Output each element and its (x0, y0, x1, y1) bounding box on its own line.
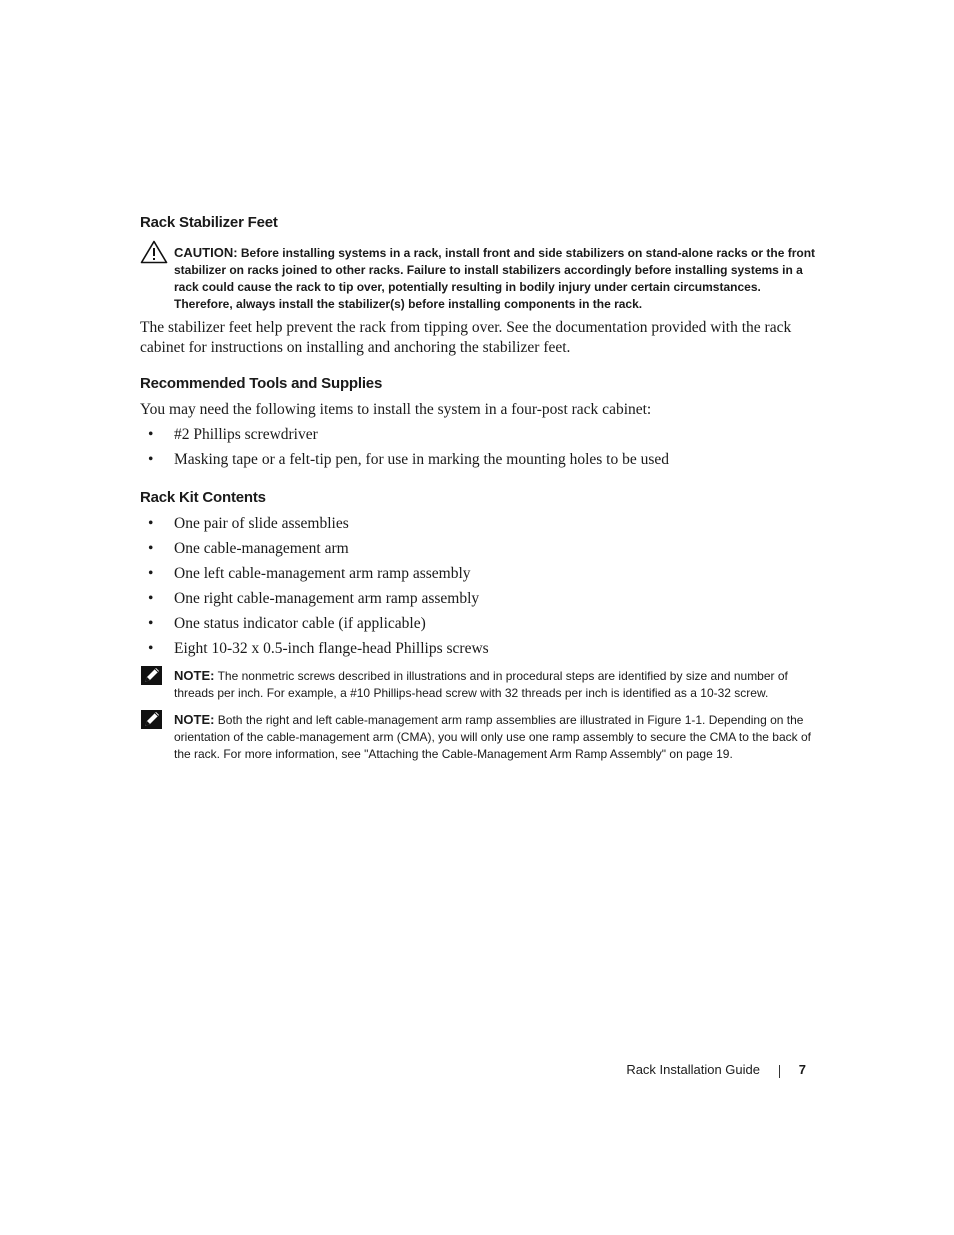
list-item: • One left cable-management arm ramp assembly (148, 565, 471, 582)
footer-separator (779, 1065, 780, 1078)
warning-triangle-icon (140, 240, 168, 269)
list-item: • One status indicator cable (if applicable) (148, 615, 426, 632)
note-text: The nonmetric screws described in illustrations and in procedural steps are identified by size and number of threads per inch. For example, a #10 Phillips-head screw with 32 threads per inch is identified as a 10-32 screw. (174, 669, 788, 700)
caution-label: CAUTION: (174, 245, 238, 260)
kit-contents-list (140, 514, 820, 664)
note-text-block (174, 711, 820, 763)
heading-rack-stabilizer-feet: Rack Stabilizer Feet (140, 214, 278, 231)
heading-recommended-tools: Recommended Tools and Supplies (140, 375, 383, 392)
bullet: • (148, 515, 154, 532)
footer-document-title: Rack Installation Guide (626, 1062, 760, 1077)
page-number: 7 (798, 1062, 806, 1077)
bullet: • (148, 640, 154, 657)
tools-list (140, 425, 820, 475)
stabilizer-paragraph: The stabilizer feet help prevent the rack from tipping over. See the documentation provided with the rack cabinet for instructions on installing and anchoring the stabilizer feet. (140, 319, 792, 356)
list-item: • One pair of slide assemblies (148, 515, 349, 532)
bullet: • (148, 590, 154, 607)
bullet: • (148, 565, 154, 582)
list-item: • Eight 10-32 x 0.5-inch flange-head Phillips screws (148, 640, 489, 657)
tools-intro: You may need the following items to install the system in a four-post rack cabinet: (140, 401, 652, 418)
pencil-note-icon (140, 709, 164, 736)
list-item: • One cable-management arm (148, 540, 349, 557)
caution-text: Before installing systems in a rack, install front and side stabilizers on stand-alone racks or the front stabilizer on racks joined to other racks. Failure to install stabilizers accordingly before installing systems in a rack could cause the rack to tip over, potentially resulting in bodily injury under certain circumstances. Therefore, always install the stabilizer(s) before installing components in the rack. (174, 246, 816, 311)
heading-rack-kit-contents: Rack Kit Contents (140, 489, 266, 506)
page-footer (560, 1062, 810, 1080)
bullet: • (148, 615, 154, 632)
note-label: NOTE: (174, 668, 215, 683)
note-text: Both the right and left cable-management arm ramp assemblies are illustrated in Figure 1-1. Depending on the orientation of the cable-management arm (CMA), you will only use one ramp assembly to secure the CMA to the back of the rack. For more information, see "Attaching the Cable-Management Arm Ramp Assembly" on page 19. (174, 713, 811, 761)
bullet: • (148, 426, 154, 443)
list-item: • One right cable-management arm ramp assembly (148, 590, 480, 607)
note-text-block (174, 667, 820, 702)
pencil-note-icon (140, 665, 164, 692)
note-label: NOTE: (174, 712, 215, 727)
bullet: • (148, 451, 154, 468)
caution-text-block (174, 244, 820, 313)
bullet: • (148, 540, 154, 557)
list-item: • #2 Phillips screwdriver (148, 426, 318, 443)
list-item: • Masking tape or a felt-tip pen, for use in marking the mounting holes to be used (148, 451, 670, 468)
